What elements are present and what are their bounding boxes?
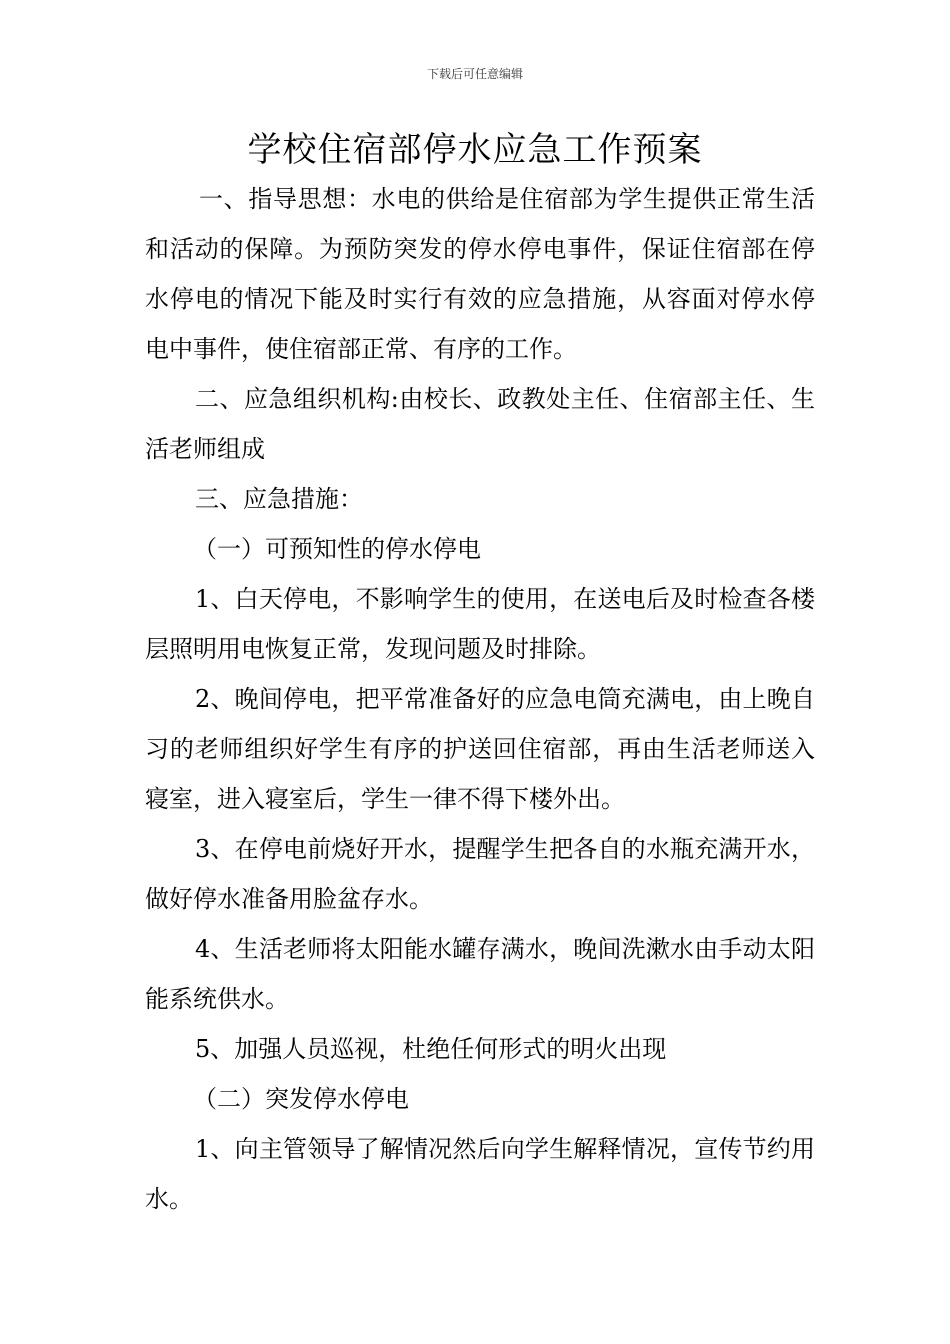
paragraph-sudden-outage-heading: （二）突发停水停电	[193, 1085, 409, 1113]
paragraph-item-1-daytime: 1、白天停电，不影响学生的使用，在送电后及时检查各楼层照明用电恢复正常，发现问题及时排除。	[145, 585, 815, 663]
paragraph-item-5-patrol: 5、加强人员巡视，杜绝任何形式的明火出现	[195, 1035, 667, 1063]
document-body	[145, 174, 815, 1224]
paragraph-item-4-solar-water: 4、生活老师将太阳能水罐存满水，晚间洗漱水由手动太阳能系统供水。	[145, 935, 815, 1013]
document-title: 学校住宿部停水应急工作预案	[247, 130, 703, 170]
paragraph-predictable-outage-heading: （一）可预知性的停水停电	[193, 535, 481, 563]
paragraph-item-2-evening: 2、晚间停电，把平常准备好的应急电筒充满电，由上晚自习的老师组织好学生有序的护送回住宿部，再由生活老师送入寝室，进入寝室后，学生一律不得下楼外出。	[145, 685, 815, 813]
paragraph-emergency-organization: 二、应急组织机构:由校长、政教处主任、住宿部主任、生活老师组成	[145, 385, 815, 463]
header-note: 下载后可任意编辑	[426, 67, 523, 81]
paragraph-emergency-measures-heading: 三、应急措施：	[195, 485, 363, 513]
paragraph-guiding-principle: 一、指导思想：水电的供给是住宿部为学生提供正常生活和活动的保障。为预防突发的停水停电事件，保证住宿部在停水停电的情况下能及时实行有效的应急措施，从容面对停水停电中事件，使住宿部正常、有序的工作。	[145, 185, 815, 363]
paragraph-item-3-boiling-water: 3、在停电前烧好开水，提醒学生把各自的水瓶充满开水，做好停水准备用脸盆存水。	[145, 835, 815, 913]
paragraph-sudden-item-1: 1、向主管领导了解情况然后向学生解释情况，宣传节约用水。	[145, 1135, 815, 1213]
